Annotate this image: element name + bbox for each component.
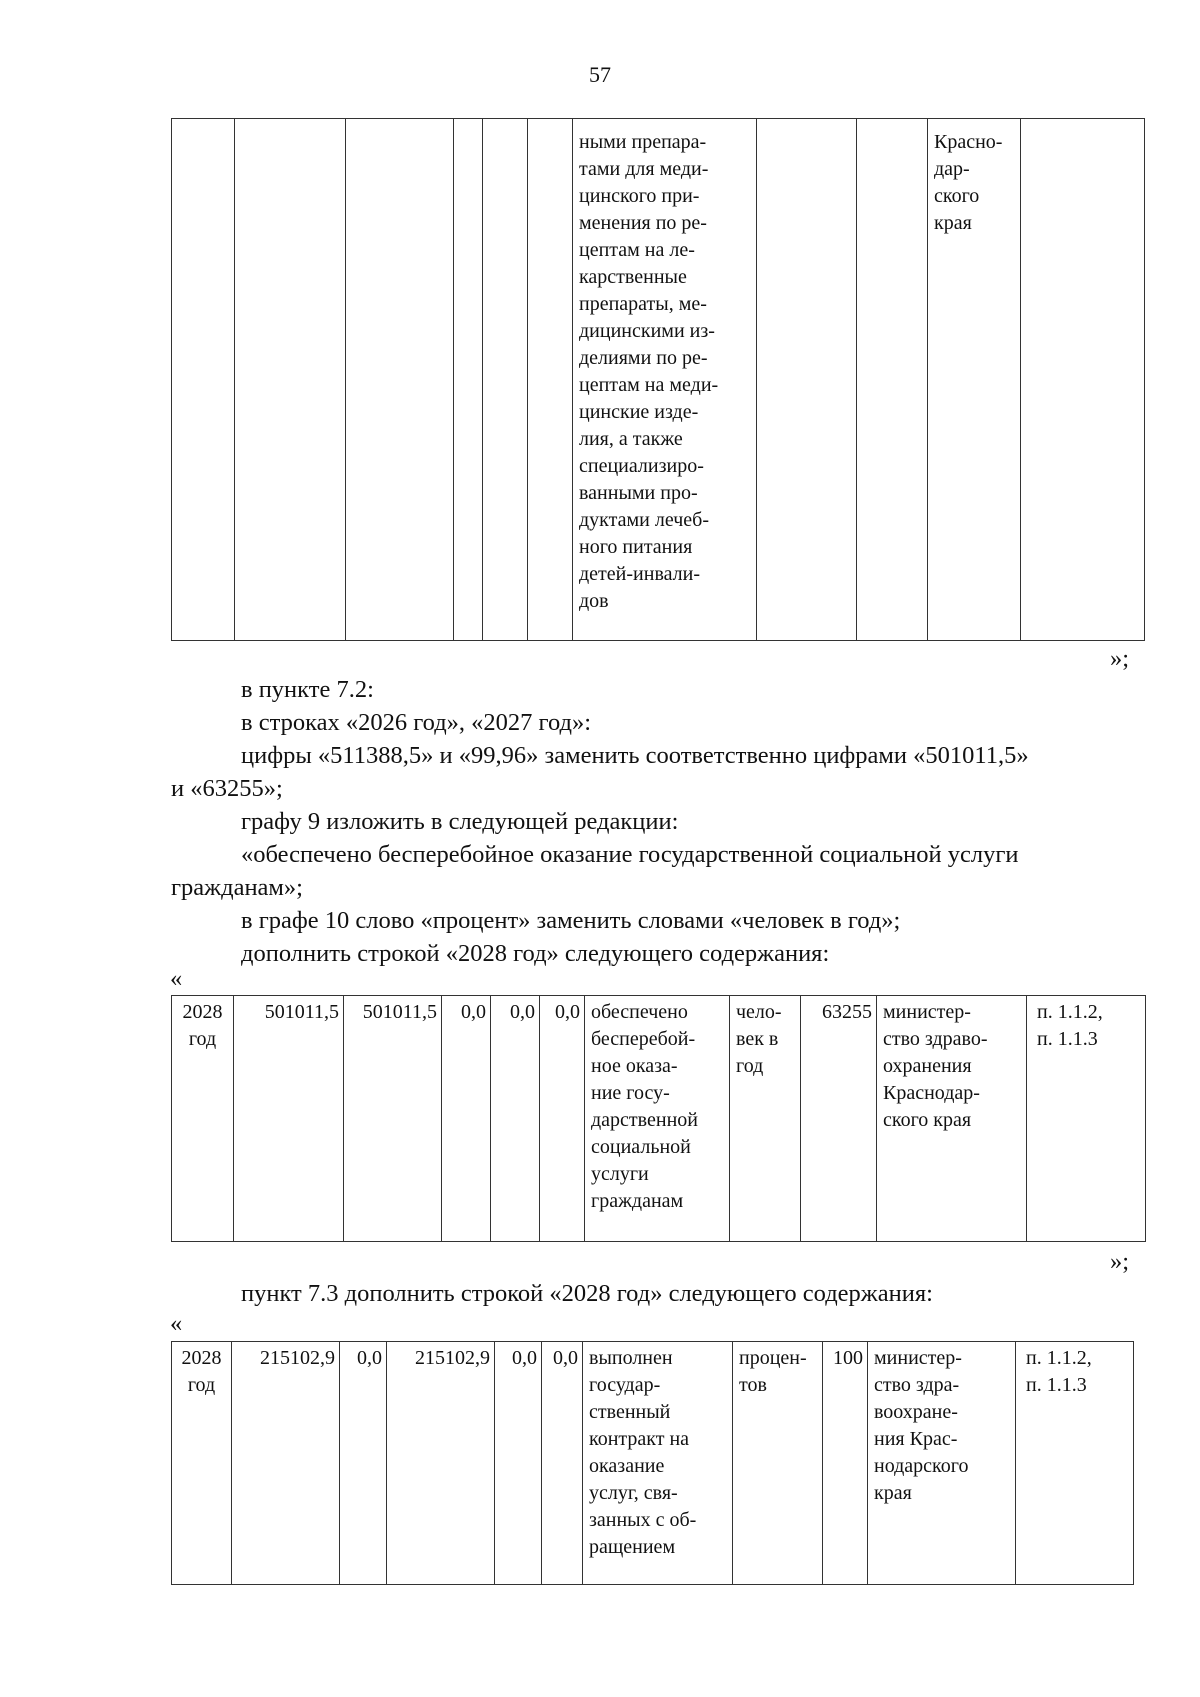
- cell-amount: 0,0: [540, 996, 585, 1242]
- cell-empty: [235, 119, 346, 641]
- cell-amount: 0,0: [495, 1342, 542, 1585]
- open-quote: «: [170, 1310, 183, 1337]
- cell-empty: [172, 119, 235, 641]
- cell-year: 2028 год: [172, 1342, 232, 1585]
- cell-amount: 0,0: [442, 996, 491, 1242]
- page-number: 57: [589, 62, 611, 87]
- cell-amount: 215102,9: [232, 1342, 340, 1585]
- table-continuation: [171, 118, 1145, 641]
- cell-empty: [346, 119, 454, 641]
- text-line: дополнить строкой «2028 год» следующего содержания:: [241, 940, 830, 967]
- cell-amount: 215102,9: [387, 1342, 495, 1585]
- text-line: и «63255»;: [171, 775, 283, 802]
- text-line: гражданам»;: [171, 874, 303, 901]
- cell-amount: 0,0: [542, 1342, 583, 1585]
- table-7-3-row-2028: [171, 1341, 1134, 1585]
- cell-amount: 501011,5: [234, 996, 344, 1242]
- cell-amount: 0,0: [491, 996, 540, 1242]
- cell-year: 2028 год: [172, 996, 234, 1242]
- cell-responsible: министер- ство здраво- охранения Краснодар- ского края: [877, 996, 1027, 1242]
- text-line: в пункте 7.2:: [241, 676, 374, 703]
- text-line: пункт 7.3 дополнить строкой «2028 год» следующего содержания:: [241, 1280, 933, 1307]
- cell-empty: [528, 119, 573, 641]
- text-line: «обеспечено бесперебойное оказание государственной социальной услуги: [241, 841, 1019, 868]
- cell-result-text: ными препара- тами для меди- цинского при- менения по ре- цептам на ле- карственные препараты, ме- дицинскими из- делиями по ре- цептам на меди- цинские изде- лия, а также специализиро- ванными про- дуктами лечеб- ного питания детей-инвали- дов: [573, 119, 757, 641]
- cell-result-text: выполнен государ- ственный контракт на оказание услуг, свя- занных с об- ращением: [583, 1342, 733, 1585]
- cell-value: 63255: [801, 996, 877, 1242]
- cell-responsible: министер- ство здра- воохране- ния Крас- нодарского края: [868, 1342, 1016, 1585]
- open-quote: «: [170, 965, 183, 992]
- close-quote: »;: [1110, 1248, 1130, 1275]
- text-line: в графе 10 слово «процент» заменить словами «человек в год»;: [241, 907, 901, 934]
- close-quote: »;: [1110, 645, 1130, 672]
- cell-empty: [857, 119, 928, 641]
- cell-responsible: Красно- дар- ского края: [928, 119, 1021, 641]
- text-line: графу 9 изложить в следующей редакции:: [241, 808, 679, 835]
- cell-empty: [454, 119, 483, 641]
- cell-amount: 501011,5: [344, 996, 442, 1242]
- table-7-2-row-2028: [171, 995, 1146, 1242]
- text-line: в строках «2026 год», «2027 год»:: [241, 709, 592, 736]
- cell-refs: п. 1.1.2, п. 1.1.3: [1027, 996, 1146, 1242]
- cell-unit: процен- тов: [733, 1342, 823, 1585]
- cell-result-text: обеспечено бесперебой- ное оказа- ние госу- дарственной социальной услуги гражданам: [585, 996, 730, 1242]
- cell-refs: п. 1.1.2, п. 1.1.3: [1016, 1342, 1134, 1585]
- cell-empty: [1021, 119, 1145, 641]
- cell-value: 100: [823, 1342, 868, 1585]
- text-line: цифры «511388,5» и «99,96» заменить соответственно цифрами «501011,5»: [241, 742, 1029, 769]
- cell-unit: чело- век в год: [730, 996, 801, 1242]
- cell-empty: [483, 119, 528, 641]
- cell-amount: 0,0: [340, 1342, 387, 1585]
- cell-empty: [757, 119, 857, 641]
